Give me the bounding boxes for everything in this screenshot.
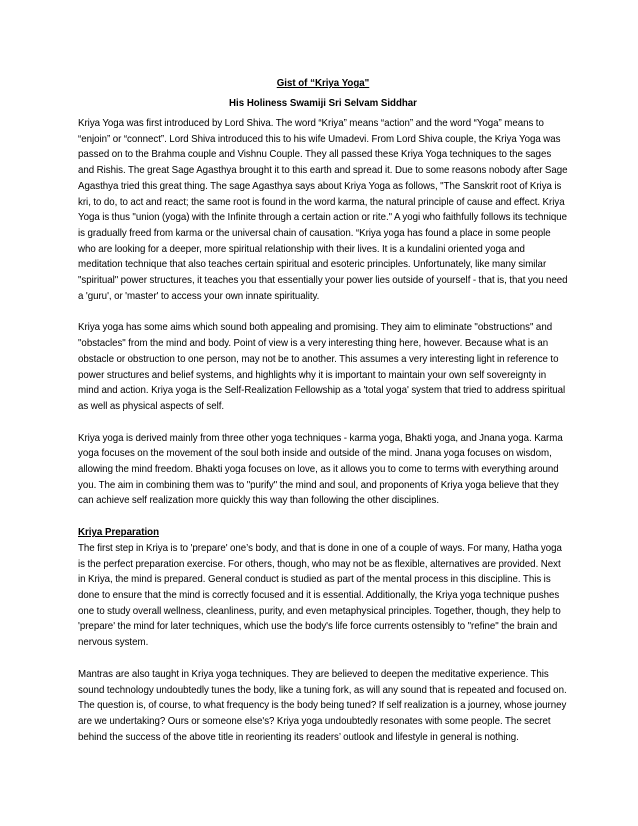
section-heading-kriya-preparation: Kriya Preparation <box>78 527 160 539</box>
paragraph-mantras: Mantras are also taught in Kriya yoga techniques. They are believed to deepen the meditative experience. This sound technology undoubtedly tunes the body, like a tuning fork, as will any sound that is repeated and focused on. The question is, of course, to what frequency is the body being tuned? If self realization is a journey, whose journey are we undertaking? Ours or someone else's? Kriya yoga undoubtedly resonates with some people. The secret behind the success of the above title in reorienting its readers’ outlook and lifestyle in general is nothing. <box>78 668 567 743</box>
paragraph-preparation: The first step in Kriya is to 'prepare' one’s body, and that is done in one of a couple of ways. For many, Hatha yoga is the perfect preparation exercise. For others, though, who may not be as flexible, alternatives are provided. Next in Kriya, the mind is prepared. General conduct is studied as part of the mental process in this discipline. This is done to ensure that the mind is correctly focused and it is essential. Additionally, the Kriya yoga technique pushes one to study overall wellness, cleanliness, purity, and even metaphysical principles. Together, though, they help to 'prepare' the mind for later techniques, which use the body's life force currents ostensibly to "refine" the brain and nervous system. <box>78 542 562 649</box>
document-subtitle: His Holiness Swamiji Sri Selvam Siddhar <box>229 98 417 109</box>
document-page <box>78 76 568 761</box>
paragraph-aims: Kriya yoga has some aims which sound both appealing and promising. They aim to eliminate "obstructions" and "obstacles" from the mind and body. Point of view is a very interesting thing here, however. Because what is an obstacle or obstruction to one person, may not be to another. This assumes a very interesting light in reference to power structures and belief systems, and highlights why it is important to maintain your own self sovereignty in mind and action. Kriya yoga is the Self-Realization Fellowship as a 'total yoga' system that tried to address spiritual as well as physical aspects of self. <box>78 322 566 412</box>
document-title: Gist of “Kriya Yoga" <box>276 78 370 89</box>
paragraph-derivation: Kriya yoga is derived mainly from three other yoga techniques - karma yoga, Bhakti yoga, and Jnana yoga. Karma yoga focuses on the movement of the soul both inside and outside of the mind. Jnana yoga focuses on wisdom, allowing the mind freedom. Bhakti yoga focuses on love, as it allows you to come to terms with everything around you. The aim in combining them was to "purify" the mind and soul, and proponents of Kriya yoga believe that they can achieve self realization more quickly this way than following the other disciplines. <box>78 432 563 507</box>
paragraph-intro: Kriya Yoga was first introduced by Lord Shiva. The word “Kriya” means “action” and the word “Yoga” means to “enjoin” or “connect”. Lord Shiva introduced this to his wife Umadevi. From Lord Shiva couple, the Kriya Yoga was passed on to the Brahma couple and Vishnu Couple. They all passed these Kriya Yoga techniques to the sages and Rishis. The great Sage Agasthya brought it to this earth and spread it. Due to some reasons nobody after Sage Agasthya tried this great thing. The sage Agasthya says about Kriya Yoga as follows, "The Sanskrit root of Kriya is kri, to do, to act and react; the same root is found in the word karma, the natural principle of cause and effect. Kriya Yoga is thus "union (yoga) with the Infinite through a certain action or rite." A yogi who faithfully follows its technique is gradually freed from karma or the universal chain of causation. “Kriya yoga has found a place in some people who are looking for a deeper, more spiritual relationship with their lives. It is a kundalini oriented yoga and meditation technique that also teaches certain spiritual and esoteric principles. Unfortunately, like many similar "spiritual" power structures, it teaches you that essentially your power lies outside of yourself - that is, that you need a 'guru', or 'master' to access your own innate spirituality. <box>78 118 568 302</box>
